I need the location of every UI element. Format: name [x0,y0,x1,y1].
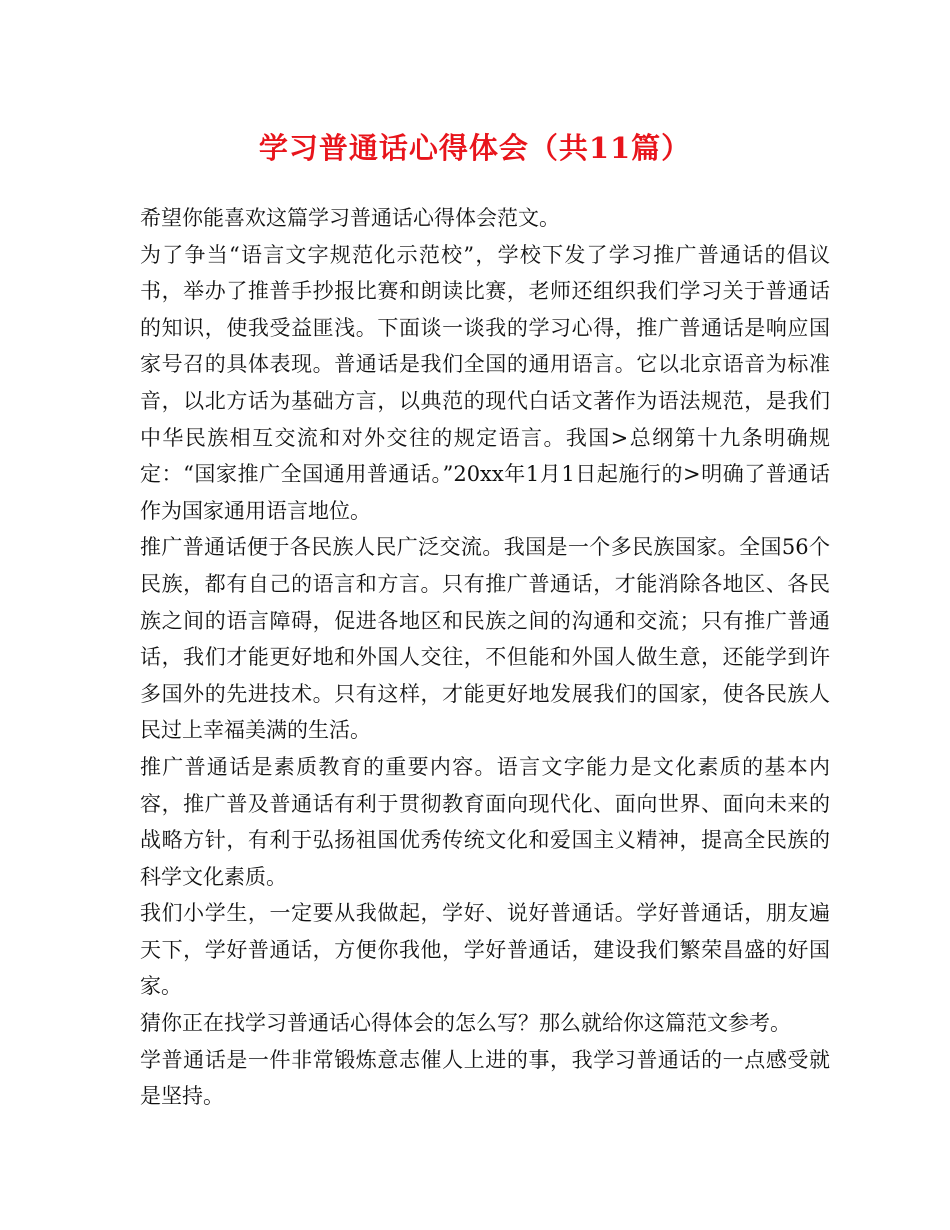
paragraph-education: 推广普通话是素质教育的重要内容。语言文字能力是文化素质的基本内容，推广普及普通话有利于贯彻教育面向现代化、面向世界、面向未来的战略方针，有利于弘扬祖国优秀传统文化和爱国主义精神，提高全民族的科学文化素质。 [140,754,830,889]
paragraph-students: 我们小学生，一定要从我做起，学好、说好普通话。学好普通话，朋友遍天下，学好普通话，方便你我他，学好普通话，建设我们繁荣昌盛的好国家。 [140,901,830,999]
paragraph-persistence: 学普通话是一件非常锻炼意志催人上进的事，我学习普通话的一点感受就是坚持。 [140,1047,830,1109]
paragraph-communication: 推广普通话便于各民族人民广泛交流。我国是一个多民族国家。全国56个民族，都有自己的语言和方言。只有推广普通话，才能消除各地区、各民族之间的语言障碍，促进各地区和民族之间的沟通和交流；只有推广普通话，我们才能更好地和外国人交往，不但能和外国人做生意，还能学到许多国外的先进技术。只有这样，才能更好地发展我们的国家，使各民族人民过上幸福美满的生活。 [140,535,830,743]
paragraph-intro: 希望你能喜欢这篇学习普通话心得体会范文。 [140,206,560,230]
paragraph-background: 为了争当“语言文字规范化示范校”，学校下发了学习推广普通话的倡议书，举办了推普手抄报比赛和朗读比赛，老师还组织我们学习关于普通话的知识，使我受益匪浅。下面谈一谈我的学习心得，推广普通话是响应国家号召的具体表现。普通话是我们全国的通用语言。它以北京语音为标准音，以北方话为基础方言，以典范的现代白话文著作为语法规范，是我们中华民族相互交流和对外交往的规定语言。我国>总纲第十九条明确规定：“国家推广全国通用普通话。”20xx年1月1日起施行的>明确了普通话作为国家通用语言地位。 [140,242,830,523]
document-title: 学习普通话心得体会（共11篇） [258,131,692,165]
paragraph-transition: 猜你正在找学习普通话心得体会的怎么写？那么就给你这篇范文参考。 [140,1011,791,1036]
document-body [140,200,830,1115]
